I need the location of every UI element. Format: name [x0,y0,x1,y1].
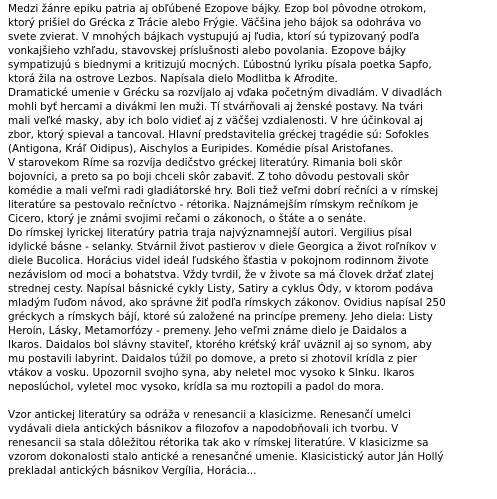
text-line: zbor, ktorý spieval a tancoval. Hlavní predstavitelia gréckej tragédie sú: Sofokles [8,129,429,141]
paragraph-gap [8,394,491,408]
text-line: neposlúchol, vyletel moc vysoko, krídla sa mu roztopili a padol do mora. [8,381,385,393]
text-line: ktorý prišiel do Grécka z Trácie alebo Frýgie. Väčšina jeho bájok sa odohráva vo [8,17,422,29]
text-line: Dramatické umenie v Grécku sa rozvíjalo aj vďaka početným divadlám. V divadlách [8,87,443,99]
text-line: svete zvierat. V mnohých bájkach vystupujú aj ľudia, ktorí sú typizovaný podľa [8,31,420,43]
text-line: mladým ľuďom návod, ako správne žiť podľa rímskych zákonov. Ovidius napísal 250 [8,297,446,309]
text-line: bojovníci, a preto sa po boji chceli skôr zabaviť. Z toho dôvodu pestovali skôr [8,171,409,183]
text-line: vzorom dokonalosti stalo antické a renesančné umenie. Klasicistický autor Ján Hollý [8,451,444,463]
text-line: mali veľké masky, aby ich bolo vidieť aj z väčšej vzdialenosti. V hre účinkoval aj [8,115,424,127]
text-line: Vzor antickej literatúry sa odráža v renesancii a klasicizme. Renesančí umelci [8,409,411,421]
text-line: strednej cesty. Napísal básnické cykly Listy, Satiry a cyklus Ódy, v ktorom podáva [8,283,434,295]
text-line: Cicero, ktorý je známi svojimi rečami o zákonoch, o štáte a o senáte. [8,213,367,225]
text-line: vydávali diela antických básnikov a filozofov a napodobňovali ich tvorbu. V [8,423,399,435]
text-line: sympatizujú s biednymi a kritizujú mocných. Ľúbostnú lyriku písala poetka Sapfo, [8,59,432,71]
text-line: diele Bucolica. Horácius videl ideál ľudského šťastia v pokojnom rodinnom živote [8,255,429,267]
text-line: mu postavili labyrint. Daidalos túžil po domove, a preto si zhotovil krídla z pier [8,353,417,365]
text-line: vonkajšieho vzhľadu, stavovskej príslušnosti alebo povolania. Ezopove bájky [8,45,407,57]
text-line: Medzi žánre epiku patria aj obľúbené Ezopove bájky. Ezop bol pôvodne otrokom, [8,3,427,15]
text-line: renesancii sa stala dôležitou rétorika tak ako v rímskej literatúre. V klasicizme sa [8,437,429,449]
text-line: komédie a mali veľmi radi gladiátorské hry. Boli tiež veľmi dobrí rečníci a v rímskej [8,185,439,197]
text-line: Do rímskej lyrickej literatúry patria traja najvýznamnejší autori. Vergilius písal [8,227,412,239]
text-line: vtákov a vosku. Upozornil svojho syna, aby neletel moc vysoko k Slnku. Ikaros [8,367,415,379]
text-line: Ikaros. Daidalos bol slávny staviteľ, ktorého kréťský kráľ uväznil aj so synom, aby [8,339,432,351]
text-line: (Antigona, Kráľ Oidipus), Aischylos a Euripides. Komédie písal Aristofanes. [8,143,394,155]
text-line: Heroín, Lásky, Metamorfózy - premeny. Jeho veľmi známe dielo je Daidalos a [8,325,407,337]
text-line: ktorá žila na ostrove Lezbos. Napísala dielo Modlitba k Afrodite. [8,73,338,85]
text-line: gréckych a rímskych bájí, ktoré sú založené na princípe premeny. Jeho diela: Listy [8,311,433,323]
text-line: nezávislom od moci a bohatstva. Vždy tvrdil, že v živote sa má človek držať zlatej [8,269,434,281]
text-line: prekladal antických básnikov Vergília, Horácia... [8,465,257,477]
text-line: literatúre sa pestovalo rečníctvo - rétorika. Najznámejším rímskym rečníkom je [8,199,419,211]
text-line: idylické básne - selanky. Stvárnil život pastierov v diele Georgica a život roľníkov v [8,241,437,253]
text-line: mohli byť hercami a divákmi len muži. Tí stvárňovali aj ženské postavy. Na tvári [8,101,423,113]
text-line: V starovekom Ríme sa rozvíja dedičstvo gréckej literatúry. Rimania boli skôr [8,157,403,169]
